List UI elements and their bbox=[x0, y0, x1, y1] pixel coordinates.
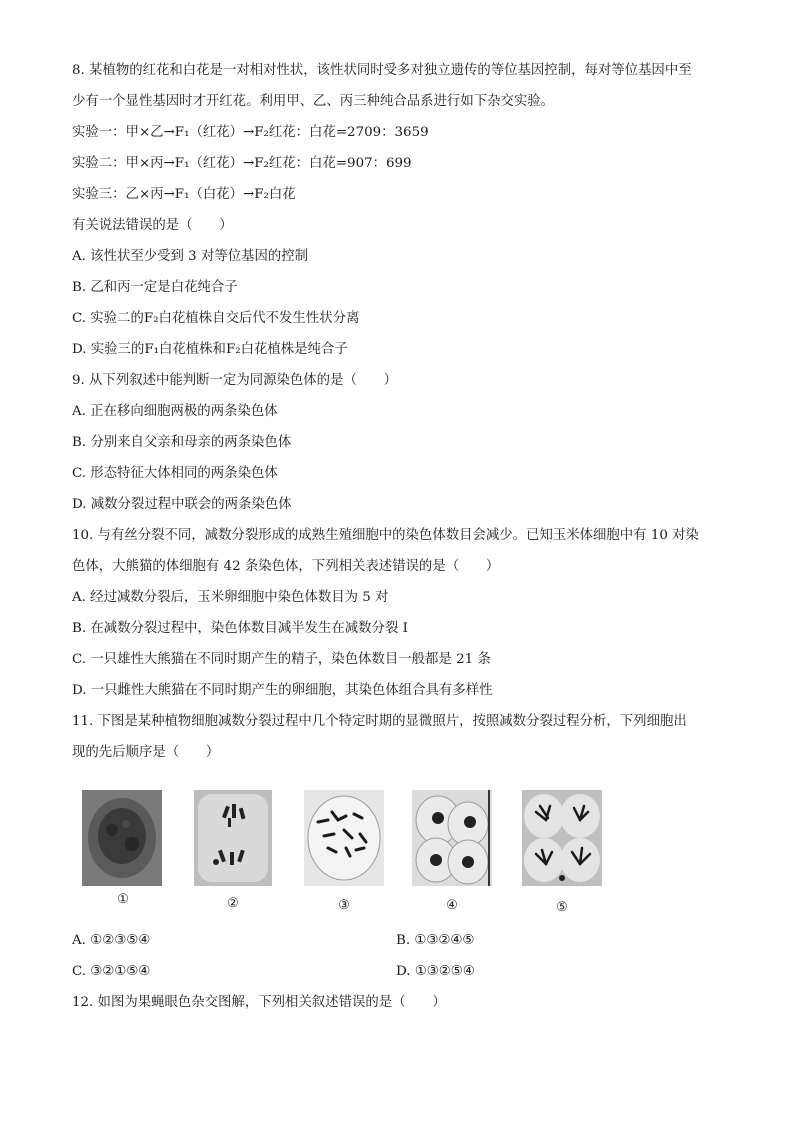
micrograph-label-1: ① bbox=[117, 892, 129, 907]
q8-experiment-3: 实验三：乙×丙→F₁（白花）→F₂白花 bbox=[72, 187, 296, 202]
micrograph-2 bbox=[194, 790, 272, 890]
q11-stem-line2: 现的先后顺序是（ ） bbox=[72, 745, 220, 760]
micrograph-row bbox=[82, 790, 622, 920]
q8-option-a: A. 该性状至少受到 3 对等位基因的控制 bbox=[72, 249, 309, 264]
micrograph-label-5: ⑤ bbox=[556, 900, 568, 915]
q8-stem-line1: 8. 某植物的红花和白花是一对相对性状，该性状同时受多对独立遗传的等位基因控制，每对等位基因中至 bbox=[72, 63, 692, 78]
micrograph-4 bbox=[412, 790, 492, 890]
q10-stem-line2: 色体，大熊猫的体细胞有 42 条染色体，下列相关表述错误的是（ ） bbox=[72, 559, 500, 574]
q8-option-c: C. 实验二的F₂白花植株自交后代不发生性状分离 bbox=[72, 311, 360, 326]
q8-experiment-2: 实验二：甲×丙→F₁（红花）→F₂红花：白花=907：699 bbox=[72, 156, 412, 171]
q9-option-d: D. 减数分裂过程中联会的两条染色体 bbox=[72, 497, 292, 512]
q10-option-d: D. 一只雌性大熊猫在不同时期产生的卵细胞，其染色体组合具有多样性 bbox=[72, 683, 493, 698]
q10-option-c: C. 一只雄性大熊猫在不同时期产生的精子，染色体数目一般都是 21 条 bbox=[72, 652, 491, 667]
q8-experiment-1: 实验一：甲×乙→F₁（红花）→F₂红花：白花=2709：3659 bbox=[72, 125, 429, 140]
micrograph-5 bbox=[522, 790, 602, 890]
q12-stem: 12. 如图为果蝇眼色杂交图解，下列相关叙述错误的是（ ） bbox=[72, 995, 446, 1010]
micrograph-label-4: ④ bbox=[446, 898, 458, 913]
q9-option-b: B. 分别来自父亲和母亲的两条染色体 bbox=[72, 435, 292, 450]
q9-stem: 9. 从下列叙述中能判断一定为同源染色体的是（ ） bbox=[72, 373, 398, 388]
micrograph-3 bbox=[304, 790, 384, 890]
micrograph-1 bbox=[82, 790, 162, 890]
q11-stem-line1: 11. 下图是某种植物细胞减数分裂过程中几个特定时期的显微照片，按照减数分裂过程分析，下列细胞出 bbox=[72, 714, 687, 729]
q11-option-a: A. ①②③⑤④ bbox=[72, 933, 151, 948]
q8-question: 有关说法错误的是（ ） bbox=[72, 218, 233, 233]
micrograph-label-3: ③ bbox=[338, 898, 350, 913]
q11-option-d: D. ①③②⑤④ bbox=[396, 964, 475, 979]
q10-option-a: A. 经过减数分裂后，玉米卵细胞中染色体数目为 5 对 bbox=[72, 590, 389, 605]
q9-option-c: C. 形态特征大体相同的两条染色体 bbox=[72, 466, 278, 481]
micrograph-label-2: ② bbox=[227, 896, 239, 911]
q8-option-b: B. 乙和丙一定是白花纯合子 bbox=[72, 280, 238, 295]
q9-option-a: A. 正在移向细胞两极的两条染色体 bbox=[72, 404, 278, 419]
q10-stem-line1: 10. 与有丝分裂不同，减数分裂形成的成熟生殖细胞中的染色体数目会减少。已知玉米体细胞中有 10 对染 bbox=[72, 528, 699, 543]
q11-option-b: B. ①③②④⑤ bbox=[396, 933, 475, 948]
q8-option-d: D. 实验三的F₁白花植株和F₂白花植株是纯合子 bbox=[72, 342, 348, 357]
q10-option-b: B. 在减数分裂过程中，染色体数目减半发生在减数分裂 I bbox=[72, 621, 408, 636]
q8-stem-line2: 少有一个显性基因时才开红花。利用甲、乙、丙三种纯合品系进行如下杂交实验。 bbox=[72, 94, 555, 109]
q11-option-c: C. ③②①⑤④ bbox=[72, 964, 151, 979]
